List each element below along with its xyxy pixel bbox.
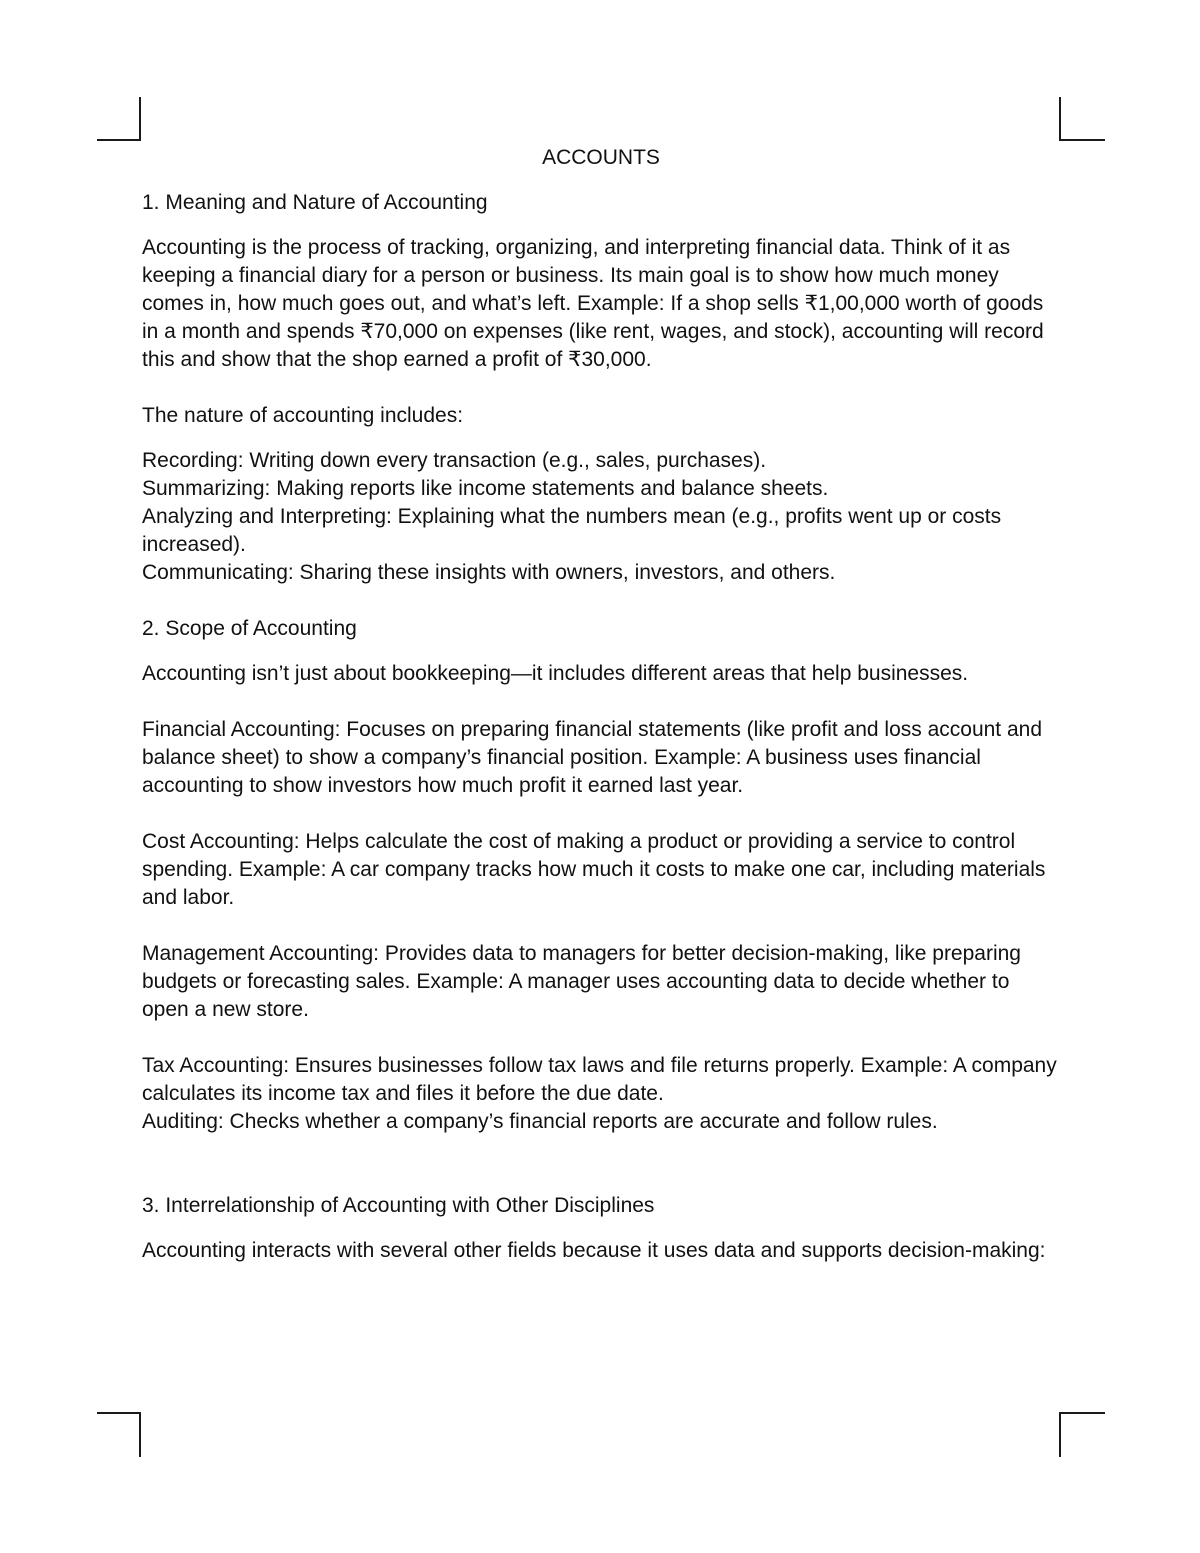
section-2-heading: 2. Scope of Accounting	[142, 617, 357, 640]
scope-intro: Accounting isn’t just about bookkeeping—it includes different areas that help businesses.	[142, 662, 969, 685]
document-page	[142, 144, 1060, 1293]
scope-tax-accounting: Tax Accounting: Ensures businesses follow tax laws and file returns properly. Example: A company calculates its income tax and files it before the due date.	[142, 1054, 1057, 1105]
section-3-intro: Accounting interacts with several other fields because it uses data and supports decision-making:	[142, 1239, 1046, 1262]
nature-intro: The nature of accounting includes:	[142, 404, 464, 427]
document-title: ACCOUNTS	[542, 146, 660, 169]
scope-auditing: Auditing: Checks whether a company’s financial reports are accurate and follow rules.	[142, 1110, 938, 1133]
nature-item-analyzing: Analyzing and Interpreting: Explaining what the numbers mean (e.g., profits went up or costs increased).	[142, 505, 1002, 556]
scope-tax-auditing	[142, 1052, 1060, 1136]
crop-mark-top-right	[1059, 97, 1105, 141]
nature-list	[142, 447, 1060, 587]
nature-item-communicating: Communicating: Sharing these insights with owners, investors, and others.	[142, 561, 836, 584]
section-3-heading: 3. Interrelationship of Accounting with Other Disciplines	[142, 1194, 655, 1217]
scope-management-accounting: Management Accounting: Provides data to managers for better decision-making, like preparing budgets or forecasting sales. Example: A manager uses accounting data to decide whether to open a new store.	[142, 942, 1021, 1021]
crop-mark-bottom-right	[1059, 1412, 1105, 1457]
crop-mark-bottom-left	[97, 1412, 141, 1457]
crop-mark-top-left	[97, 97, 141, 141]
section-1-paragraph: Accounting is the process of tracking, organizing, and interpreting financial data. Think of it as keeping a financial diary for a person or business. Its main goal is to show how much money comes in, how much goes out, and what’s left. Example: If a shop sells ₹1,00,000 worth of goods in a month and spends ₹70,000 on expenses (like rent, wages, and stock), accounting will record this and show that the shop earned a profit of ₹30,000.	[142, 236, 1044, 371]
scope-financial-accounting: Financial Accounting: Focuses on preparing financial statements (like profit and loss account and balance sheet) to show a company’s financial position. Example: A business uses financial accounting to show investors how much profit it earned last year.	[142, 718, 1043, 797]
nature-item-summarizing: Summarizing: Making reports like income statements and balance sheets.	[142, 477, 829, 500]
scope-cost-accounting: Cost Accounting: Helps calculate the cost of making a product or providing a service to control spending. Example: A car company tracks how much it costs to make one car, including materials and labor.	[142, 830, 1046, 909]
section-1-heading: 1. Meaning and Nature of Accounting	[142, 191, 488, 214]
nature-item-recording: Recording: Writing down every transaction (e.g., sales, purchases).	[142, 449, 767, 472]
